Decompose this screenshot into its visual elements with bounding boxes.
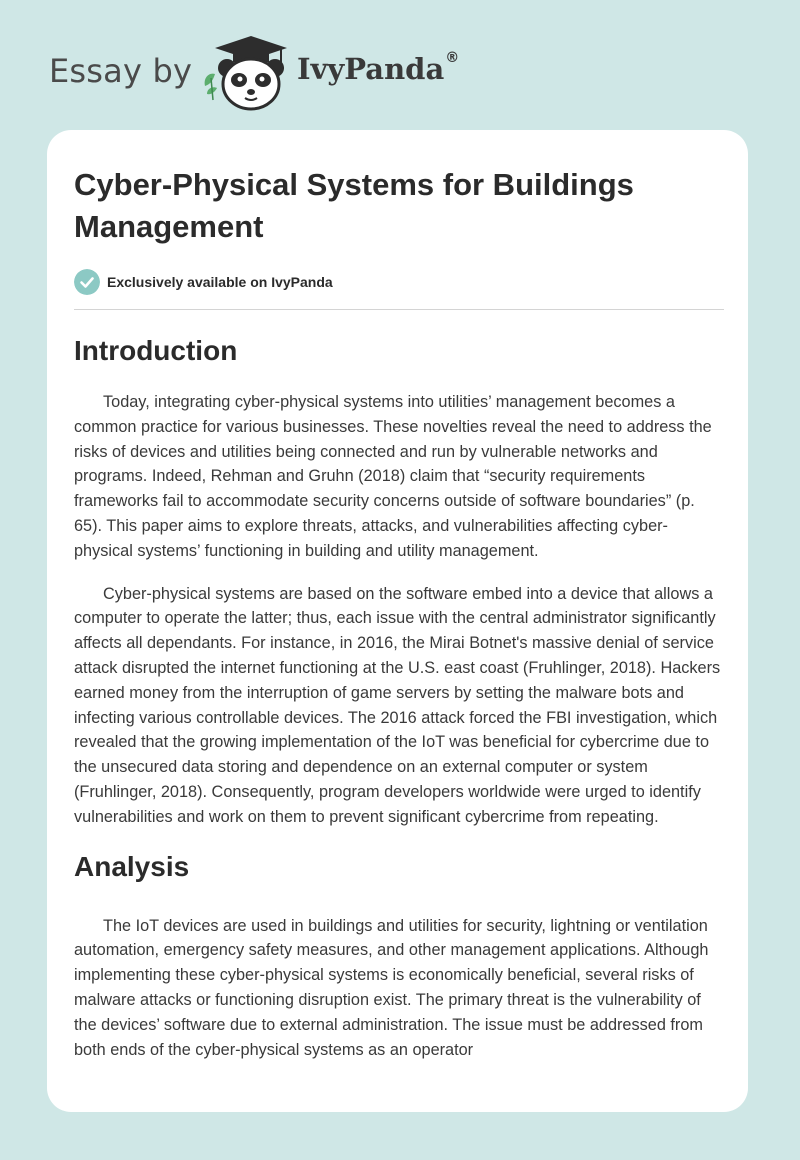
brand-name[interactable] <box>297 52 459 86</box>
panda-logo-icon[interactable] <box>201 34 287 112</box>
section-heading-introduction: Introduction <box>74 335 238 366</box>
essay-card <box>47 130 748 1112</box>
page-title: Cyber-Physical Systems for Buildings Management <box>74 167 634 244</box>
paragraph: Cyber-physical systems are based on the software embed into a device that allows a computer to operate the latter; thus, each issue with the central administrator significantly affects all dependants. For instance, in 2016, the Mirai Botnet's massive denial of service attack disrupted the internet functioning at the U.S. east coast (Fruhlinger, 2018). Hackers earned money from the interruption of game servers by setting the malware bots and infecting various controllable devices. The 2016 attack forced the FBI investigation, which revealed that the growing implementation of the IoT was beneficial for cybercrime due to the unsecured data storing and dependence on an external computer or system (Fruhlinger, 2018). Consequently, program developers worldwide were urged to identify vulnerabilities and work on them to prevent significant cybercrime from repeating. <box>74 584 721 826</box>
brand-text: IvyPanda <box>297 52 445 86</box>
check-circle-icon <box>74 269 100 295</box>
paragraph: Today, integrating cyber-physical systems into utilities’ management becomes a common practice for various businesses. These novelties reveal the need to address the risks of devices and utilities being connected and run by vulnerable networks and programs. Indeed, Rehman and Gruhn (2018) claim that “security requirements frameworks fail to accommodate security concerns outside of software boundaries” (p. 65). This paper aims to explore threats, attacks, and vulnerabilities affecting cyber-physical systems’ functioning in building and utility management. <box>74 393 712 560</box>
exclusive-badge-text: Exclusively available on IvyPanda <box>107 274 333 290</box>
site-header <box>49 30 649 110</box>
essay-by-label: Essay by <box>49 52 193 90</box>
section-heading-analysis: Analysis <box>74 850 190 882</box>
registered-mark: ® <box>445 50 460 66</box>
essay-content <box>74 164 724 1062</box>
paragraph: The IoT devices are used in buildings and utilities for security, lightning or ventilation automation, emergency safety measures, and other management applications. Although implementing these cyber-physical systems is economically beneficial, several risks of malware attacks or functioning disruption exist. The primary threat is the vulnerability of the devices’ software due to external administration. The issue must be addressed from both ends of the cyber-physical systems as an operator <box>74 916 709 1059</box>
divider <box>74 309 724 310</box>
exclusive-badge <box>74 268 724 296</box>
